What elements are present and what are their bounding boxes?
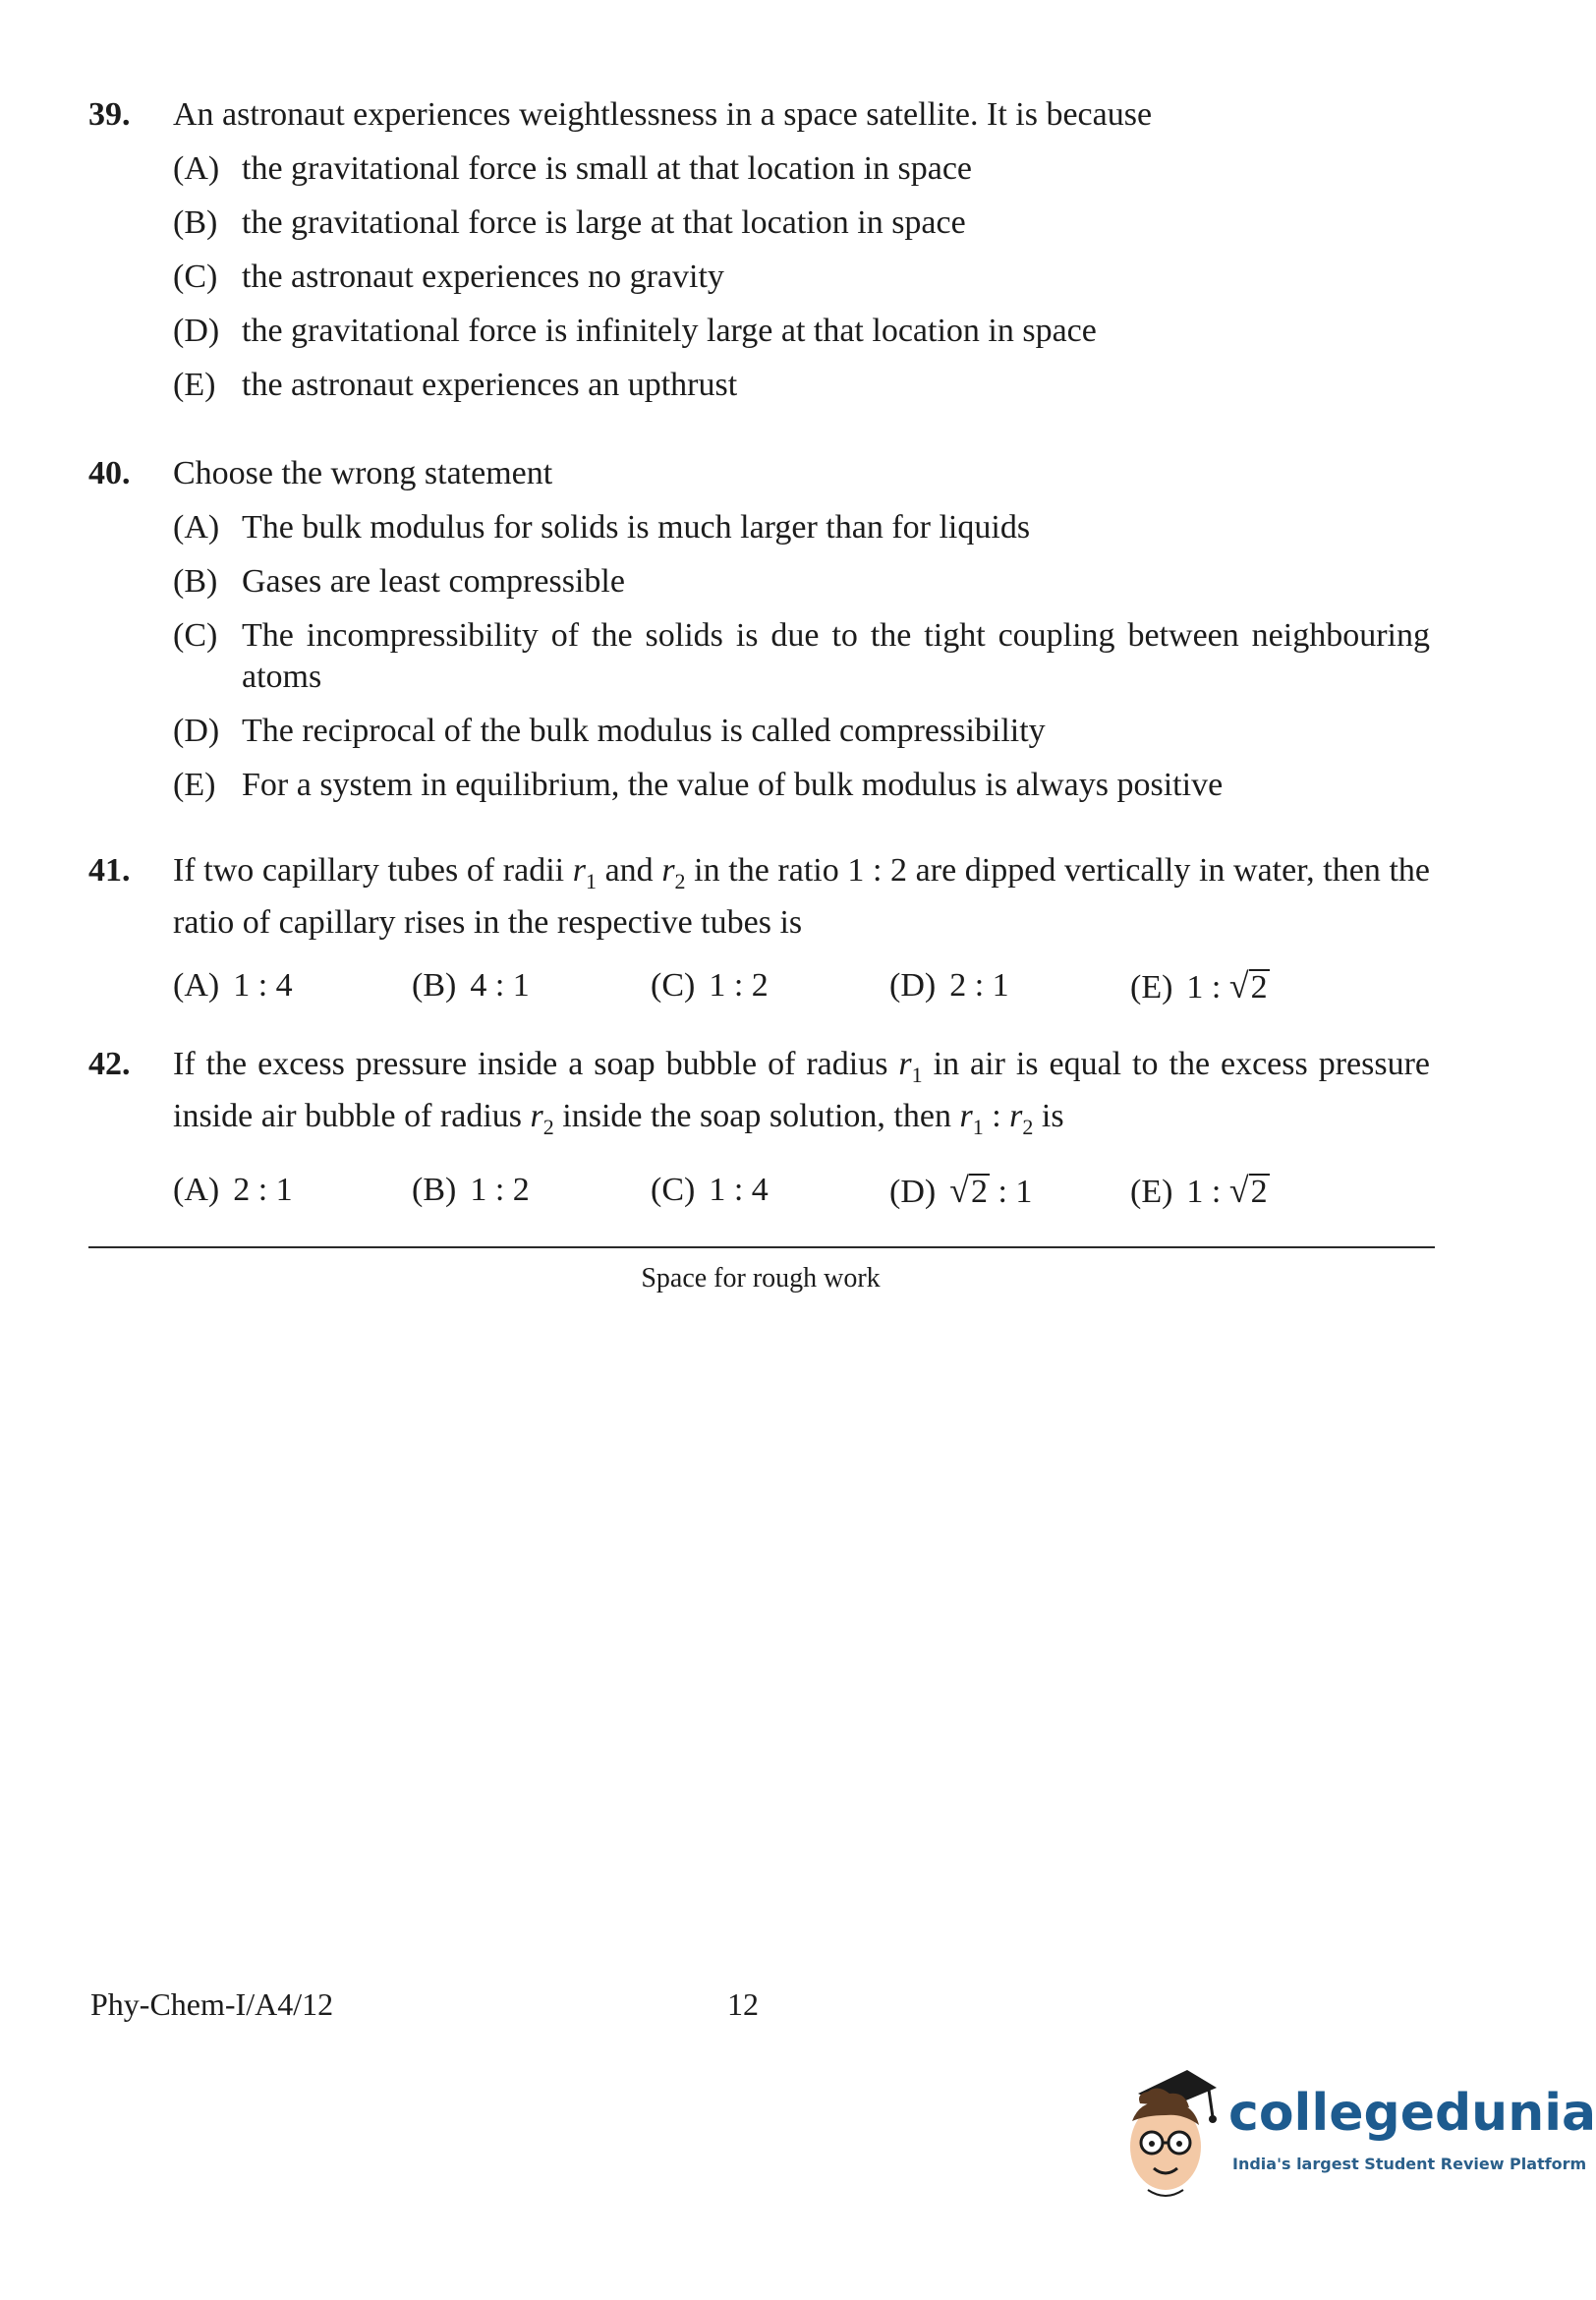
variable-r: r (959, 1097, 973, 1134)
option-letter: (A) (173, 509, 220, 546)
variable-r: r (1009, 1097, 1023, 1134)
text-run: and (596, 852, 662, 889)
question-number: 39. (88, 96, 131, 133)
brand-tagline: India's largest Student Review Platform (1232, 2155, 1587, 2173)
option-a (173, 507, 1430, 548)
option-letter: (E) (1130, 1173, 1173, 1210)
option-letter: (A) (173, 1171, 220, 1208)
option-letter: (E) (173, 367, 216, 403)
radicand: 2 (1250, 1173, 1268, 1210)
option-letter: (A) (173, 966, 220, 1004)
option-letter: (B) (173, 563, 218, 600)
option-letter: (D) (173, 713, 220, 749)
variable-r: r (530, 1097, 543, 1134)
option-a (173, 965, 293, 1006)
option-text: The incompressibility of the solids is due to the tight coupling between neighbouring atoms (242, 617, 1430, 695)
option-c (173, 257, 1430, 298)
option-letter: (A) (173, 150, 220, 187)
option-e (173, 365, 1430, 406)
question-text: Choose the wrong statement (173, 455, 553, 491)
square-root (949, 1170, 990, 1213)
option-e (173, 765, 1430, 806)
text-run: : (983, 1097, 1010, 1134)
option-letter: (C) (173, 617, 218, 654)
option-text: 2 : 1 (949, 966, 1009, 1004)
question-number: 41. (88, 852, 131, 889)
subscript: 2 (1022, 1114, 1034, 1139)
option-letter: (C) (651, 1171, 696, 1208)
option-text: For a system in equilibrium, the value of bulk modulus is always positive (242, 767, 1224, 803)
option-letter: (C) (651, 966, 696, 1004)
option-text: the gravitational force is infinitely large at that location in space (242, 313, 1097, 349)
option-letter: (D) (173, 313, 220, 349)
question-39 (88, 94, 1430, 406)
option-d (889, 1170, 1032, 1213)
question-number: 40. (88, 455, 131, 491)
radical-sign: √ (1228, 1170, 1249, 1210)
option-text: : 1 (989, 1173, 1033, 1210)
question-text: An astronaut experiences weightlessness in a space satellite. It is because (173, 96, 1153, 133)
rough-work-divider (88, 1246, 1435, 1248)
option-letter: (D) (889, 1173, 937, 1210)
text-run: If the excess pressure inside a soap bubble of radius (173, 1046, 899, 1082)
option-text: the astronaut experiences an upthrust (242, 367, 738, 403)
text-run: in the ratio 1 : 2 are dipped vertically in water, then the ratio of capillary rises in the respective tubes is (173, 852, 1430, 941)
option-d (173, 711, 1430, 752)
option-b (412, 1170, 530, 1211)
subscript: 1 (972, 1114, 984, 1139)
text-run: in air is equal to the excess pressure inside air bubble of radius (173, 1046, 1430, 1134)
option-letter: (E) (1130, 968, 1173, 1006)
option-text: the gravitational force is small at that location in space (242, 150, 973, 187)
radicand: 2 (970, 1173, 988, 1210)
options-row (173, 1170, 1430, 1213)
brand-name: collegedunia (1228, 2084, 1596, 2143)
question-40 (88, 453, 1430, 806)
option-e (1130, 965, 1270, 1008)
option-letter: (B) (173, 204, 218, 241)
option-letter: (C) (173, 259, 218, 295)
option-text: The reciprocal of the bulk modulus is called compressibility (242, 713, 1046, 749)
variable-r: r (572, 852, 586, 889)
mascot-logo-icon (1118, 2064, 1226, 2212)
option-text: Gases are least compressible (242, 563, 625, 600)
option-d (889, 965, 1009, 1006)
options-row (173, 965, 1430, 1008)
square-root (1229, 965, 1270, 1008)
option-text: 1 : (1186, 968, 1229, 1006)
option-text: 1 : 4 (233, 966, 293, 1004)
option-letter: (E) (173, 767, 216, 803)
option-b (173, 561, 1430, 603)
question-42 (88, 1044, 1430, 1213)
option-text: 4 : 1 (470, 966, 530, 1004)
text-run: inside the soap solution, then (553, 1097, 960, 1134)
square-root (1229, 1170, 1270, 1213)
subscript: 1 (585, 868, 597, 893)
subscript: 2 (542, 1114, 554, 1139)
option-a (173, 148, 1430, 190)
page-number: 12 (727, 1986, 759, 2022)
question-text (173, 850, 1430, 944)
question-text (173, 1044, 1430, 1148)
collegedunia-watermark (1118, 2064, 1596, 2212)
subscript: 2 (674, 868, 686, 893)
option-letter: (B) (412, 966, 457, 1004)
option-text: the gravitational force is large at that location in space (242, 204, 966, 241)
option-text: 2 : 1 (233, 1171, 293, 1208)
option-b (412, 965, 530, 1006)
text-run: If two capillary tubes of radii (173, 852, 573, 889)
option-text: 1 : (1186, 1173, 1229, 1210)
option-c (651, 1170, 769, 1211)
radical-sign: √ (949, 1170, 969, 1210)
question-41 (88, 850, 1430, 1008)
option-text: The bulk modulus for solids is much larger than for liquids (242, 509, 1031, 546)
variable-r: r (661, 852, 675, 889)
variable-r: r (898, 1046, 912, 1082)
option-letter: (D) (889, 966, 937, 1004)
option-text: 1 : 4 (709, 1171, 769, 1208)
option-a (173, 1170, 293, 1211)
paper-code: Phy-Chem-I/A4/12 (90, 1986, 334, 2022)
rough-work-label: Space for rough work (641, 1263, 881, 1294)
option-c (173, 615, 1430, 698)
radicand: 2 (1250, 968, 1268, 1006)
option-b (173, 202, 1430, 244)
question-number: 42. (88, 1046, 131, 1082)
option-letter: (B) (412, 1171, 457, 1208)
option-d (173, 311, 1430, 352)
text-run: is (1033, 1097, 1064, 1134)
option-c (651, 965, 769, 1006)
option-text: the astronaut experiences no gravity (242, 259, 724, 295)
subscript: 1 (911, 1062, 923, 1087)
option-e (1130, 1170, 1270, 1213)
option-text: 1 : 2 (470, 1171, 530, 1208)
radical-sign: √ (1228, 965, 1249, 1006)
option-text: 1 : 2 (709, 966, 769, 1004)
